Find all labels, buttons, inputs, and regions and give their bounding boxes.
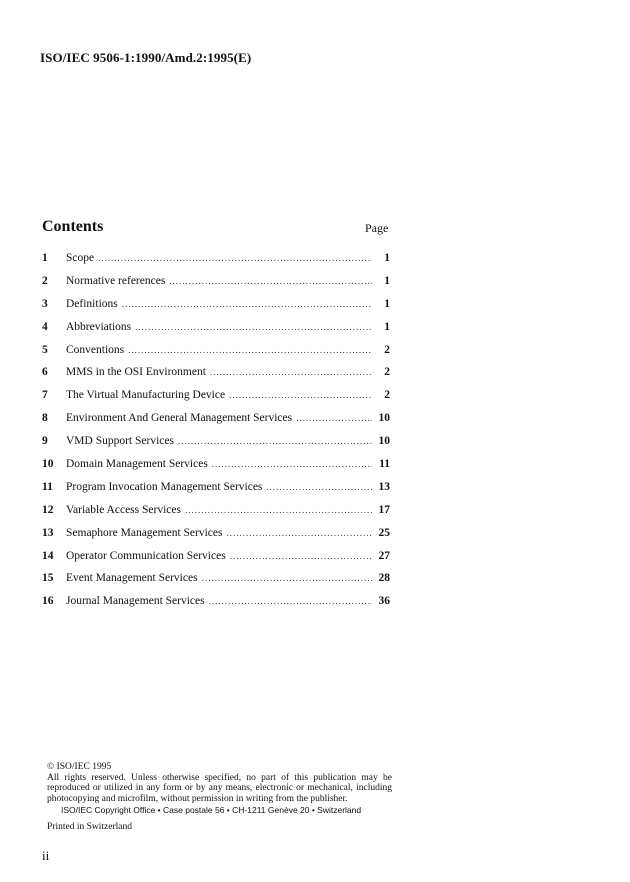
toc-leader-dots [296,413,372,423]
toc-entry-title: Scope [66,252,95,264]
toc-entry-page: 1 [384,320,390,333]
rights-statement: All rights reserved. Unless otherwise specified, no part of this publication may be reproduced or utilized in any form or by any means, electronic or mechanical, including photocopying and microfilm, without permission in writing from the publisher. [47,772,392,804]
toc-entry-page: 27 [378,549,390,562]
toc-entry-page: 11 [379,458,390,471]
toc-entry-number: 9 [42,435,48,448]
toc-entry-title: Variable Access Services [66,503,181,516]
toc-entry[interactable] [42,298,390,321]
toc-entry[interactable] [42,389,390,412]
toc-leader-dots [266,482,372,492]
toc-entry-page: 2 [384,366,390,379]
toc-entry-number: 13 [42,526,54,539]
toc-entry[interactable] [42,458,390,481]
toc-entry[interactable] [42,252,390,275]
toc-leader-dots [128,345,372,355]
toc-entry-page: 2 [384,389,390,402]
toc-entry-number: 2 [42,274,48,287]
toc-entry[interactable] [42,550,390,573]
toc-leader-dots [98,253,372,263]
toc-leader-dots [169,276,372,286]
contents-heading: Contents [42,218,104,235]
toc-entry-number: 1 [42,252,48,264]
page-number: ii [42,848,50,863]
toc-entry[interactable] [42,481,390,504]
toc-entry-page: 10 [378,412,390,425]
toc-entry-number: 5 [42,343,48,356]
toc-entry-page: 28 [378,572,390,585]
document-id: ISO/IEC 9506-1:1990/Amd.2:1995(E) [40,50,252,65]
toc-entry[interactable] [42,435,390,458]
toc-entry-title: Journal Management Services [66,595,205,608]
toc-leader-dots [209,596,372,606]
toc-entry[interactable] [42,504,390,527]
toc-entry-page: 1 [384,297,390,310]
toc-entry-page: 10 [378,435,390,448]
toc-entry-title: Program Invocation Management Services [66,480,263,493]
toc-entry-title: The Virtual Manufacturing Device [66,389,226,402]
toc-entry-title: Definitions [66,297,118,310]
toc-entry-number: 6 [42,366,48,379]
toc-entry-title: Operator Communication Services [66,549,226,562]
toc-entry-page: 25 [378,526,390,539]
copyright-line: © ISO/IEC 1995 [47,762,112,772]
toc-entry-number: 11 [42,480,53,493]
toc-entry-title: MMS in the OSI Environment [66,366,206,379]
copyright-office-address: ISO/IEC Copyright Office • Case postale 56 • CH-1211 Genève 20 • Switzerland [61,805,362,815]
toc-entry-title: Domain Management Services [66,458,208,471]
toc-entry-title: Semaphore Management Services [66,526,223,539]
toc-leader-dots [229,390,372,400]
toc-leader-dots [135,322,372,332]
toc-entry-number: 8 [42,412,48,425]
toc-entry[interactable] [42,344,390,367]
toc-entry-page: 36 [378,595,390,608]
toc-entry-title: Conventions [66,343,125,356]
toc-leader-dots [226,528,372,538]
toc-entry-number: 3 [42,297,48,310]
toc-entry-title: Event Management Services [66,572,198,585]
page-column-label: Page [365,221,389,235]
toc-entry-title: Environment And General Management Services [66,412,293,425]
printed-in: Printed in Switzerland [47,821,132,832]
toc-leader-dots [212,459,372,469]
toc-entry-number: 4 [42,320,48,333]
toc-entry[interactable] [42,527,390,550]
toc-entry-page: 1 [384,274,390,287]
toc-entry-title: VMD Support Services [66,435,174,448]
toc-entry[interactable] [42,572,390,595]
toc-entry-number: 16 [42,595,54,608]
toc-leader-dots [178,436,372,446]
toc-entry-page: 13 [378,480,390,493]
toc-entry-page: 2 [384,343,390,356]
toc-entry[interactable] [42,595,390,618]
toc-leader-dots [230,551,372,561]
toc-entry[interactable] [42,275,390,298]
toc-leader-dots [185,505,372,515]
table-of-contents [42,252,390,618]
toc-entry-number: 10 [42,458,54,471]
toc-entry-page: 17 [378,503,390,516]
toc-entry-number: 7 [42,389,48,402]
toc-leader-dots [210,367,372,377]
toc-entry-title: Normative references [66,274,166,287]
toc-leader-dots [122,299,372,309]
copyright-notice [47,762,392,832]
toc-entry-title: Abbreviations [66,320,132,333]
toc-entry-page: 1 [384,252,390,264]
toc-entry[interactable] [42,321,390,344]
toc-entry-number: 14 [42,549,54,562]
toc-entry-number: 12 [42,503,54,516]
toc-entry[interactable] [42,412,390,435]
toc-leader-dots [202,573,372,583]
toc-entry-number: 15 [42,572,54,585]
toc-entry[interactable] [42,366,390,389]
